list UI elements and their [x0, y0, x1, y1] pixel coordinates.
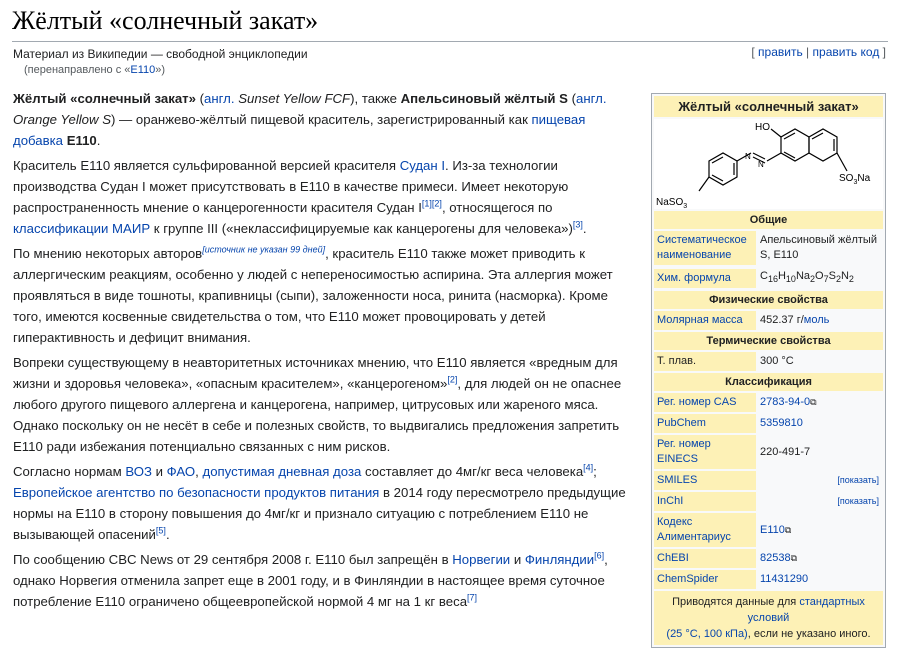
text: Вопреки существующему в неавторитетных источниках мнению, что E110 является «вредным для жизни и здоровья человека», «опасным красителем», «канцерогеном» — [13, 355, 618, 391]
text: , однако Норвегия отменила запрет еще в 2001 году, и в Финляндии в настоящее время суточное потребление E110 ограничено общеевропейской нормой 4 мг на 1 кг веса — [13, 552, 608, 609]
row-pubchem — [654, 414, 883, 433]
smiles-label[interactable]: SMILES — [654, 471, 756, 490]
citation-needed-link[interactable]: [источник не указан 99 дней] — [202, 244, 326, 255]
text: . Из-за технологии производства Судан I может присутствовать в E110 в качестве примеси. Имеет некоторую распространенность мнение о канцерогенности красителя Судан I — [13, 158, 569, 215]
ref-link[interactable]: [5] — [155, 525, 166, 536]
cas-value — [756, 393, 883, 412]
melting-point-label: Т. плав. — [654, 352, 756, 371]
svg-text:NaSO3 — [656, 197, 687, 209]
systematic-name-value: Апельсиновый жёлтый S, E110 — [760, 234, 877, 261]
systematic-name-label[interactable]: Систематическое наименование — [654, 231, 756, 265]
molar-mass-number: 452.37 г/ — [760, 314, 804, 327]
row-smiles — [654, 471, 883, 490]
structure-image — [654, 119, 883, 209]
ref-link[interactable]: [1] — [421, 198, 432, 209]
standard-conditions-values-link[interactable]: (25 °C, 100 кПа) — [666, 628, 748, 641]
infobox — [651, 93, 886, 648]
paragraph-sudan — [13, 155, 639, 239]
lang-link[interactable]: англ. — [575, 91, 607, 106]
edit-code-link[interactable]: править код — [812, 45, 880, 59]
svg-text:N: N — [758, 160, 764, 169]
redirect-prefix: (перенаправлено с « — [24, 64, 131, 76]
inchi-value — [756, 492, 883, 511]
text: составляет до 4мг/кг веса человека — [361, 464, 584, 479]
mol-link[interactable]: моль — [803, 314, 830, 327]
edit-links: [ править | править код ] — [751, 45, 886, 59]
paragraph-ban — [13, 549, 639, 612]
text: , относящегося по — [441, 200, 553, 215]
section-physical: Физические свойства — [654, 291, 883, 309]
smiles-show-link[interactable]: [показать] — [837, 475, 879, 486]
ref-link[interactable]: [7] — [467, 592, 478, 603]
molecule-structure-diagram — [654, 119, 883, 209]
paragraph-norms — [13, 461, 639, 545]
inchi-show-link[interactable]: [показать] — [837, 496, 879, 507]
norway-link[interactable]: Норвегии — [452, 552, 511, 567]
subscript: 3 — [853, 179, 858, 186]
external-link-icon: ⧉ — [810, 397, 817, 408]
text: , для людей он не опаснее любого другого пищевого аллергена и канцерогена, например, цитрусовых или жареного мяса. Однако поскольку он не несёт в себе и полезных свойств, то выдвигались предложения запретить E110 ради избежания потенциально связанных с ним рисков. — [13, 376, 622, 454]
text: . — [582, 221, 587, 236]
external-link-icon: ⧉ — [784, 524, 792, 535]
iarc-link[interactable]: классификации МАИР — [13, 221, 151, 236]
text: , краситель E110 также может приводить к аллергическим реакциям, особенно у людей с непереносимостью аспирина. Эта аллергия может проявляться в виде тошноты, крапивницы (сыпи), заложенности носа, ринита (насморка). Кроме того, имеются косвенные свидетельства о том, что E110 может провоцировать у детей гиперактивность и дефицит внимания. — [13, 246, 613, 345]
ref-link[interactable]: [6] — [594, 550, 605, 561]
text: Краситель E110 является сульфированной версией красителя — [13, 158, 400, 173]
row-inchi — [654, 492, 883, 511]
naso3-label: NaSO — [656, 197, 684, 208]
chebi-label[interactable]: ChEBI — [654, 549, 756, 568]
naphthalene-ring-a — [781, 129, 809, 161]
pubchem-link[interactable]: 5359810 — [760, 417, 803, 430]
row-melting-point — [654, 352, 883, 371]
redirect-note — [24, 64, 165, 76]
codex-link[interactable]: E110 — [760, 523, 785, 536]
text: ( — [567, 91, 576, 106]
english-name: Sunset Yellow FCF — [234, 91, 351, 106]
lang-link[interactable]: англ. — [204, 91, 235, 106]
adi-link[interactable]: допустимая дневная доза — [202, 464, 362, 479]
row-molar-mass — [654, 311, 883, 330]
standard-conditions-link[interactable]: стандартных условий — [747, 596, 865, 625]
row-chebi — [654, 549, 883, 568]
chebi-link[interactable]: 82538 — [760, 552, 791, 565]
text: . — [96, 133, 101, 148]
text: ( — [195, 91, 205, 106]
text: к группе III («неклассифицируемые как канцерогены для человека») — [150, 221, 573, 236]
edit-link[interactable]: править — [758, 45, 803, 59]
alt-term: Апельсиновый жёлтый S — [400, 91, 568, 106]
paragraph-allergy — [13, 243, 639, 348]
text: ; — [593, 464, 597, 479]
row-codex — [654, 513, 883, 547]
paragraph-myths — [13, 352, 639, 457]
food-additive-link[interactable]: пищевая добавка — [13, 112, 586, 148]
site-tagline: Материал из Википедии — свободной энциклопедии — [13, 47, 308, 61]
infobox-title: Жёлтый «солнечный закат» — [654, 96, 883, 117]
na-label: Na — [857, 173, 871, 184]
codex-value — [756, 521, 883, 540]
row-einecs — [654, 435, 883, 469]
page-title: Жёлтый «солнечный закат» — [12, 6, 319, 35]
lead-term: Жёлтый «солнечный закат» — [13, 91, 196, 106]
row-systematic-name — [654, 231, 883, 265]
redirect-suffix: ») — [155, 64, 166, 76]
infobox-footer — [654, 591, 883, 645]
pubchem-value — [756, 414, 883, 433]
text: , если не указано иного. — [747, 628, 871, 641]
svg-text:N: N — [745, 152, 751, 161]
text: в 2014 году пересмотрело предыдущие нормы на E110 в сторону повышения до 4мг/кг и признало ситуацию с потреблением E110 не вызывающей опасений — [13, 485, 626, 542]
svg-text:SO3Na — [839, 173, 871, 186]
paragraph-intro — [13, 88, 639, 151]
row-formula — [654, 267, 883, 289]
article-body — [13, 88, 639, 616]
ref-link[interactable]: [4] — [583, 462, 594, 473]
benzene-ring — [709, 153, 737, 185]
section-classification: Классификация — [654, 373, 883, 391]
text: По мнению некоторых авторов — [13, 246, 203, 261]
chemspider-link[interactable]: 11431290 — [760, 573, 809, 586]
fao-link[interactable]: ФАО — [166, 464, 196, 479]
external-link-icon: ⧉ — [790, 553, 798, 564]
cas-label[interactable]: Рег. номер CAS — [654, 393, 756, 412]
who-link[interactable]: ВОЗ — [125, 464, 152, 479]
english-name: Orange Yellow S — [13, 112, 111, 127]
text: ), также — [350, 91, 401, 106]
chemspider-value — [756, 570, 883, 589]
pubchem-label[interactable]: PubChem — [654, 414, 756, 433]
text: Приводятся данные для — [672, 596, 800, 609]
row-chemspider — [654, 570, 883, 589]
molar-mass-value — [756, 311, 883, 330]
text: , — [195, 464, 203, 479]
chebi-value — [756, 549, 883, 568]
title-divider — [12, 41, 888, 42]
naphthalene-ring-b — [809, 129, 837, 161]
text: . — [165, 527, 170, 542]
row-cas — [654, 393, 883, 412]
finland-link[interactable]: Финляндии — [524, 552, 595, 567]
formula-label[interactable]: Хим. формула — [654, 269, 756, 288]
molar-mass-label[interactable]: Молярная масса — [654, 311, 756, 330]
sudan-link[interactable]: Судан I — [399, 158, 446, 173]
ref-link[interactable]: [2] — [447, 374, 458, 385]
text: и — [151, 464, 167, 479]
e-number: E110 — [66, 133, 97, 148]
text: ) — оранжево-жёлтый пищевой краситель, зарегистрированный как — [111, 112, 532, 127]
text: Согласно нормам — [13, 464, 126, 479]
smiles-value — [756, 471, 883, 490]
einecs-label[interactable]: Рег. номер EINECS — [654, 435, 756, 469]
einecs-value: 220-491-7 — [760, 445, 811, 458]
subscript: 3 — [683, 203, 688, 209]
efsa-link[interactable]: Европейское агентство по безопасности продуктов питания — [13, 485, 380, 500]
cas-link[interactable]: 2783-94-0 — [760, 396, 811, 409]
text: и — [510, 552, 525, 567]
ref-link[interactable]: [2] — [431, 198, 442, 209]
redirect-link[interactable]: E110 — [130, 64, 156, 76]
melting-point-value: 300 °C — [760, 355, 794, 368]
section-thermal: Термические свойства — [654, 332, 883, 350]
so3-label: SO — [839, 173, 854, 184]
chemspider-label[interactable]: ChemSpider — [654, 570, 756, 589]
codex-label[interactable]: Кодекс Алиментариус — [654, 513, 756, 547]
ref-link[interactable]: [3] — [572, 219, 583, 230]
section-general: Общие — [654, 211, 883, 229]
formula-value: $C_{16}H_{10}Na_2O_7S_2N_2$ — [760, 270, 854, 285]
hydroxyl-label: HO — [755, 122, 770, 133]
text: По сообщению CBC News от 29 сентября 2008 г. E110 был запрещён в — [13, 552, 453, 567]
inchi-label[interactable]: InChI — [654, 492, 756, 511]
